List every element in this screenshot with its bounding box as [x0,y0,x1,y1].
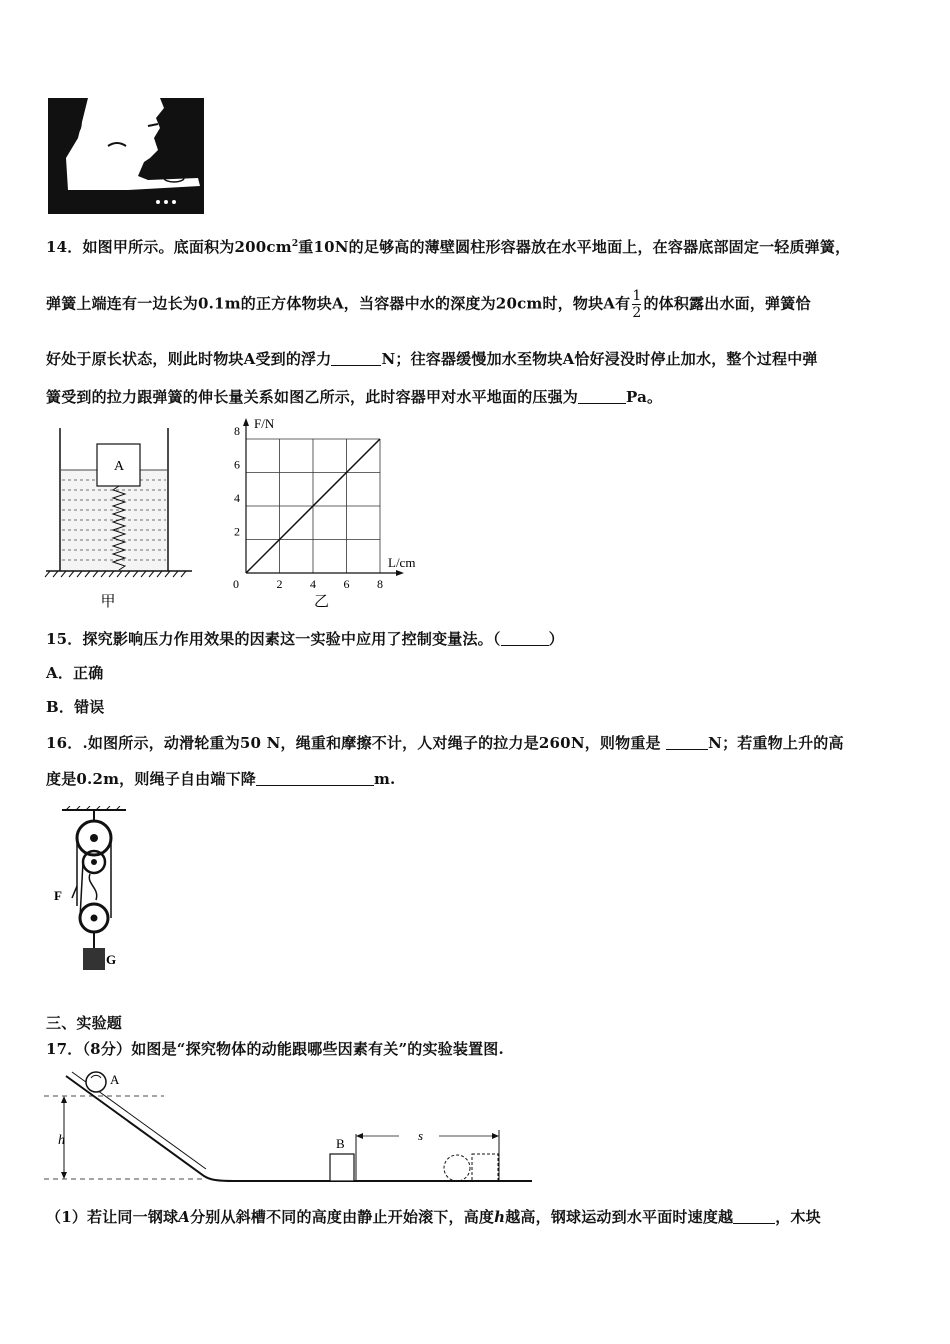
q17-italic-a: A [178,1208,191,1226]
q17-text: 分别从斜槽不同的高度由静止开始滚下，高度 [190,1208,495,1226]
x-axis-arrow [396,570,404,576]
q14-line-2 [46,288,811,321]
q15-option-b[interactable]: B．错误 [46,698,105,716]
q16-text: m. [373,770,396,788]
q16-text: 16．.如图所示，动滑轮重为50 N，绳重和摩擦不计，人对绳子的拉力是260N，则物重是 [46,734,667,752]
q14-text: 的体积露出水面，弹簧恰 [643,294,811,313]
blowing-photo [48,98,204,214]
q14-text: Pa。 [626,388,663,406]
x-axis-label: L/cm [388,555,416,570]
figure-container-jia [44,428,194,613]
figure-label-yi: 乙 [314,594,330,610]
q14-area-value: 200cm [234,238,292,256]
y-tick-label: 6 [234,457,240,472]
x-tick-label: 0 [233,577,239,591]
x-tick-label: 4 [310,577,316,591]
weight-g-label: G [106,952,117,967]
q14-text: 弹簧上端连有一边长为0.1m的正方体物块A，当容器中水的深度为20cm时，物块A有 [46,294,631,313]
answer-blank[interactable] [666,735,708,750]
ball-a-label: A [110,1072,120,1087]
q14-text: N；往容器缓慢加水至物块A恰好浸没时停止加水，整个过程中弹 [381,350,818,368]
distance-s-label: s [418,1128,424,1143]
q16-line-2 [46,768,395,789]
fraction-half: $\frac{1}{2}$ [632,288,642,321]
container-diagram [44,428,194,613]
q16-text: 度是0.2m，则绳子自由端下降 [46,770,256,788]
height-h-label: h [58,1133,65,1148]
answer-blank[interactable] [256,771,374,786]
section-3-title: 三、实验题 [46,1014,123,1032]
answer-blank[interactable] [733,1209,775,1224]
block-a-label: A [113,459,125,474]
y-axis-label: F/N [254,416,275,431]
force-f-label: F [54,888,62,903]
q14-superscript: 2 [291,239,299,249]
figure-label-jia: 甲 [100,594,116,610]
q16-text: N；若重物上升的高 [708,734,844,752]
answer-blank[interactable] [578,389,626,404]
q14-text: 如图甲所示。底面积为 [82,238,235,256]
pulley-figure [50,806,140,974]
person-blowing-illustration [48,98,204,214]
y-tick-label: 8 [234,424,240,438]
block-b-label: B [336,1136,345,1151]
q17-text: （1）若让同一钢球 [46,1208,179,1226]
q14-line-3 [46,348,818,369]
q15-close-paren: ） [548,630,564,648]
y-axis-arrow [243,418,249,426]
q17-text: 越高，钢球运动到水平面时速度越 [505,1208,734,1226]
q15-option-a[interactable]: A．正确 [46,664,104,682]
incline-setup-diagram [44,1064,534,1188]
answer-blank[interactable] [331,351,381,366]
x-tick-label: 6 [343,577,350,591]
x-tick-label: 8 [377,577,383,591]
kinetic-energy-figure [44,1064,534,1188]
q14-line-1 [46,236,850,257]
q14-number: 14． [46,238,83,256]
y-tick-label: 4 [234,491,240,505]
q14-text: 簧受到的拉力跟弹簧的伸长量关系如图乙所示，此时容器甲对水平地面的压强为 [46,388,579,406]
y-tick-label: 2 [234,524,240,539]
q14-text: 重10N的足够高的薄壁圆柱形容器放在水平地面上，在容器底部固定一轻质弹簧， [298,238,851,256]
pulley-diagram [50,806,140,974]
q15-question [46,628,564,649]
q17-text: ，木块 [775,1208,821,1226]
q17-question: 17．（8分）如图是“探究物体的动能跟哪些因素有关”的实验装置图. [46,1040,504,1058]
figure-chart-yi [222,414,432,614]
q16-line-1 [46,732,844,753]
chart-ticks [233,424,383,591]
q17-italic-h: h [494,1208,506,1226]
force-extension-chart [222,414,432,614]
q14-line-4 [46,386,662,407]
q15-text: 15．探究影响压力作用效果的因素这一实验中应用了控制变量法。（ [46,630,501,648]
x-tick-label: 2 [276,577,283,591]
answer-blank[interactable] [501,631,549,646]
q14-text: 好处于原长状态，则此时物块A受到的浮力 [46,350,332,368]
q17-sub1 [46,1206,821,1227]
